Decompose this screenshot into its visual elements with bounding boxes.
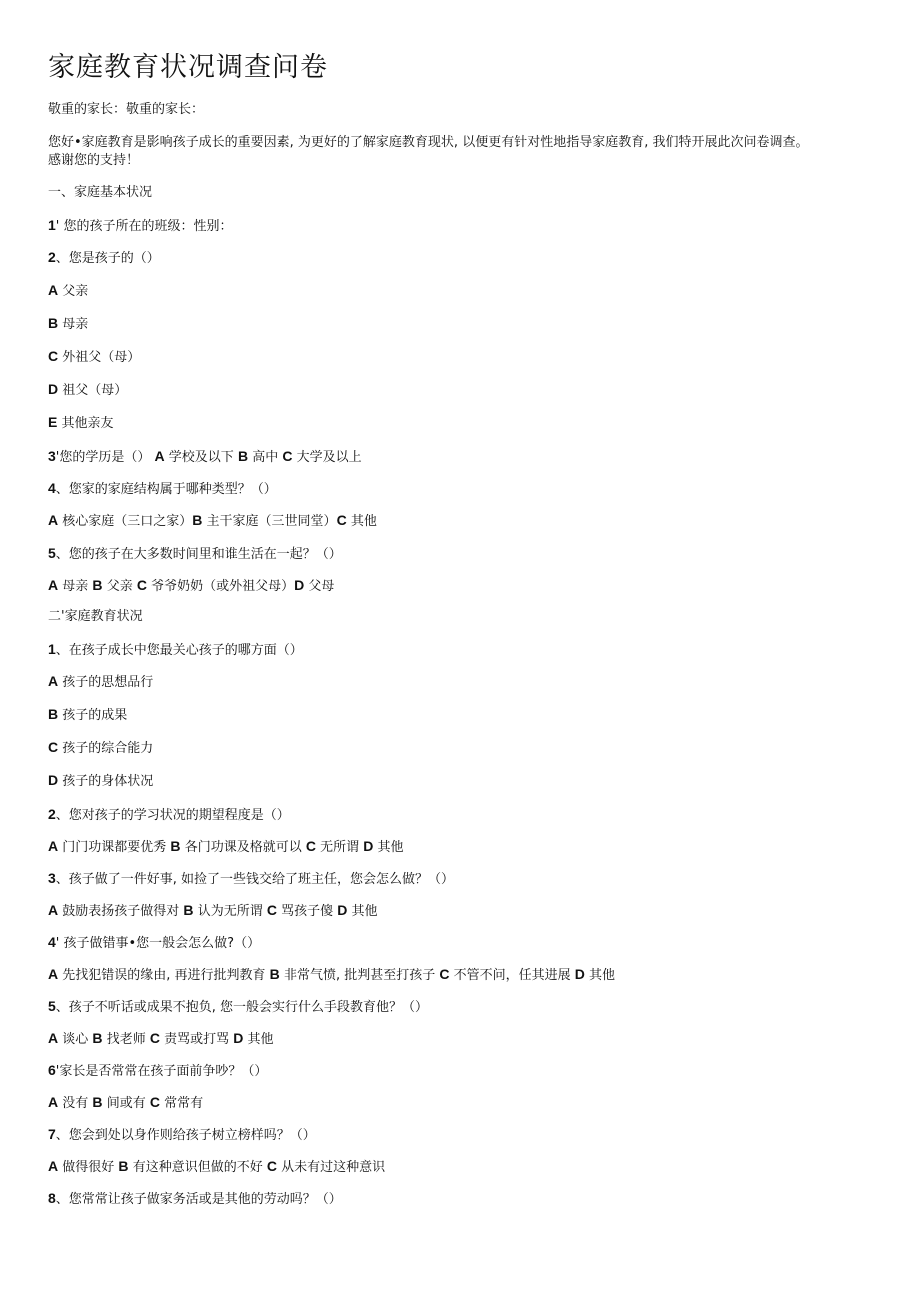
option-d (48, 380, 127, 400)
question-2-3-options (48, 901, 378, 921)
question-text: ' 孩子做错事•您一般会怎么做?（） (55, 936, 261, 951)
option-text: 谈心 (62, 1032, 89, 1047)
question-number: 8 (48, 1190, 56, 1206)
option-text: 先找犯错误的缘由, 再进行批判教育 (62, 968, 266, 983)
option-letter: D (294, 577, 305, 593)
section-1-heading: 一、家庭基本状况 (48, 185, 153, 200)
option-text: 爷爷奶奶（或外祖父母） (151, 579, 295, 594)
question-text: 、您家的家庭结构属于哪种类型？（） (55, 482, 277, 497)
question-number: 7 (48, 1126, 56, 1142)
option-text: 大学及以上 (296, 450, 362, 465)
question-2-4 (48, 933, 260, 953)
option-text: 父亲 (106, 579, 133, 594)
option-letter: C (282, 448, 293, 464)
option-c (48, 347, 140, 367)
greeting: 敬重的家长：敬重的家长： (48, 102, 205, 117)
question-number: 6 (48, 1062, 56, 1078)
option-text: 父母 (308, 579, 335, 594)
option-text: 鼓励表扬孩子做得对 (62, 904, 180, 919)
option-letter: B (48, 315, 59, 331)
option-text: 孩子的思想品行 (62, 675, 154, 690)
option-text: 其他亲友 (61, 416, 114, 431)
option-text: 间或有 (106, 1096, 146, 1111)
option-a (48, 281, 88, 301)
question-number: 2 (48, 249, 56, 265)
question-1-5-options (48, 576, 334, 596)
option-d (48, 771, 153, 791)
question-number: 3 (48, 448, 56, 464)
option-text: 学校及以下 (168, 450, 234, 465)
option-text: 主干家庭（三世同堂） (206, 514, 337, 529)
option-letter: B (237, 448, 249, 464)
question-1-1 (48, 216, 233, 236)
question-text: 、您的孩子在大多数时间里和谁生活在一起？（） (55, 547, 342, 562)
option-letter: A (48, 838, 59, 854)
option-text: 骂孩子傻 (281, 904, 334, 919)
option-letter: C (266, 902, 277, 918)
question-2-4-options (48, 965, 615, 985)
option-text: 其他 (351, 904, 378, 919)
option-text: 非常气愤, 批判甚至打孩子 (283, 968, 436, 983)
option-letter: B (92, 577, 103, 593)
option-text: 有这种意识但做的不好 (132, 1160, 263, 1175)
option-letter: C (149, 1030, 160, 1046)
question-text: '家长是否常常在孩子面前争吵？（） (55, 1064, 268, 1079)
option-text: 孩子的身体状况 (62, 774, 154, 789)
question-2-7-options (48, 1157, 385, 1177)
section-2-heading: 二'家庭教育状况 (48, 609, 143, 624)
option-letter: A (48, 902, 59, 918)
option-text: 其他 (247, 1032, 274, 1047)
question-2-8 (48, 1189, 342, 1209)
option-b (48, 314, 88, 334)
question-text: ' 您的孩子所在的班级：性别： (55, 219, 233, 234)
question-1-4-options (48, 511, 377, 531)
question-2-5 (48, 997, 428, 1017)
option-letter: A (48, 1030, 59, 1046)
option-letter: C (305, 838, 316, 854)
question-number: 4 (48, 934, 56, 950)
option-b (48, 705, 127, 725)
question-2-2-options (48, 837, 404, 857)
question-number: 1 (48, 217, 56, 233)
question-2-6 (48, 1061, 267, 1081)
option-text: 找老师 (106, 1032, 146, 1047)
question-text: '您的学历是（） (55, 450, 151, 465)
question-text: 、孩子做了一件好事, 如捡了一些钱交给了班主任，您会怎么做？（） (55, 872, 455, 887)
option-letter: D (233, 1030, 244, 1046)
option-letter: A (48, 1158, 59, 1174)
option-letter: C (266, 1158, 277, 1174)
option-letter: A (48, 282, 59, 298)
option-letter: C (439, 966, 450, 982)
question-text: 、您对孩子的学习状况的期望程度是（） (55, 808, 290, 823)
option-text: 祖父（母） (62, 383, 128, 398)
question-2-3 (48, 869, 454, 889)
option-letter: A (48, 673, 59, 689)
option-text: 孩子的综合能力 (62, 741, 154, 756)
option-letter: B (92, 1030, 103, 1046)
option-text: 外祖父（母） (62, 350, 141, 365)
option-letter: A (48, 966, 59, 982)
option-text: 没有 (62, 1096, 89, 1111)
page-title: 家庭教育状况调查问卷 (48, 52, 328, 83)
option-letter: D (363, 838, 374, 854)
option-text: 其他 (589, 968, 616, 983)
option-letter: D (574, 966, 585, 982)
question-2-5-options (48, 1029, 274, 1049)
option-letter: A (48, 1094, 59, 1110)
intro-line-2: 感谢您的支持！ (48, 153, 140, 168)
option-text: 母亲 (62, 579, 89, 594)
option-text: 高中 (252, 450, 279, 465)
option-text: 从未有过这种意识 (281, 1160, 386, 1175)
option-text: 各门功课及格就可以 (184, 840, 302, 855)
option-a (48, 672, 153, 692)
option-text: 核心家庭（三口之家） (62, 514, 193, 529)
option-letter: B (269, 966, 280, 982)
option-letter: B (48, 706, 59, 722)
option-text: 母亲 (62, 317, 89, 332)
question-number: 3 (48, 870, 56, 886)
option-letter: B (92, 1094, 103, 1110)
option-text: 责骂或打骂 (164, 1032, 230, 1047)
question-number: 4 (48, 480, 56, 496)
option-letter: C (136, 577, 147, 593)
question-text: 、在孩子成长中您最关心孩子的哪方面（） (55, 643, 303, 658)
option-text: 不管不问，任其进展 (453, 968, 571, 983)
question-1-2 (48, 248, 160, 268)
option-letter: D (48, 381, 59, 397)
option-text: 门门功课都要优秀 (62, 840, 167, 855)
option-e (48, 413, 114, 433)
question-text: 、您会到处以身作则给孩子树立榜样吗？（） (55, 1128, 316, 1143)
option-letter: E (48, 414, 58, 430)
question-number: 2 (48, 806, 56, 822)
question-number: 1 (48, 641, 56, 657)
option-text: 父亲 (62, 284, 89, 299)
option-c (48, 738, 153, 758)
option-text: 常常有 (164, 1096, 204, 1111)
question-2-1 (48, 640, 303, 660)
option-letter: D (48, 772, 59, 788)
option-text: 孩子的成果 (62, 708, 128, 723)
question-1-5 (48, 544, 342, 564)
question-1-3 (48, 447, 362, 467)
option-letter: D (337, 902, 348, 918)
option-text: 其他 (377, 840, 404, 855)
question-text: 、您常常让孩子做家务活或是其他的劳动吗？（） (55, 1192, 342, 1207)
option-letter: B (118, 1158, 129, 1174)
question-number: 5 (48, 998, 56, 1014)
intro-line-1: 您好•家庭教育是影响孩子成长的重要因素, 为更好的了解家庭教育现状, 以便更有针对性地指导家庭教育, 我们特开展此次问卷调查。 (48, 135, 809, 150)
option-text: 其他 (350, 514, 377, 529)
question-text: 、孩子不听话或成果不抱负, 您一般会实行什么手段教育他？（） (55, 1000, 429, 1015)
question-1-4 (48, 479, 277, 499)
option-letter: A (48, 512, 59, 528)
option-letter: C (149, 1094, 160, 1110)
option-letter: B (170, 838, 181, 854)
option-text: 认为无所谓 (197, 904, 263, 919)
option-text: 做得很好 (62, 1160, 115, 1175)
option-text: 无所谓 (320, 840, 360, 855)
question-number: 5 (48, 545, 56, 561)
option-letter: B (183, 902, 194, 918)
option-letter: C (48, 739, 59, 755)
option-letter: A (48, 577, 59, 593)
option-letter: B (192, 512, 203, 528)
question-2-6-options (48, 1093, 203, 1113)
option-letter: A (154, 448, 165, 464)
question-2-2 (48, 805, 290, 825)
option-letter: C (336, 512, 347, 528)
question-2-7 (48, 1125, 316, 1145)
question-text: 、您是孩子的（） (55, 251, 160, 266)
option-letter: C (48, 348, 59, 364)
